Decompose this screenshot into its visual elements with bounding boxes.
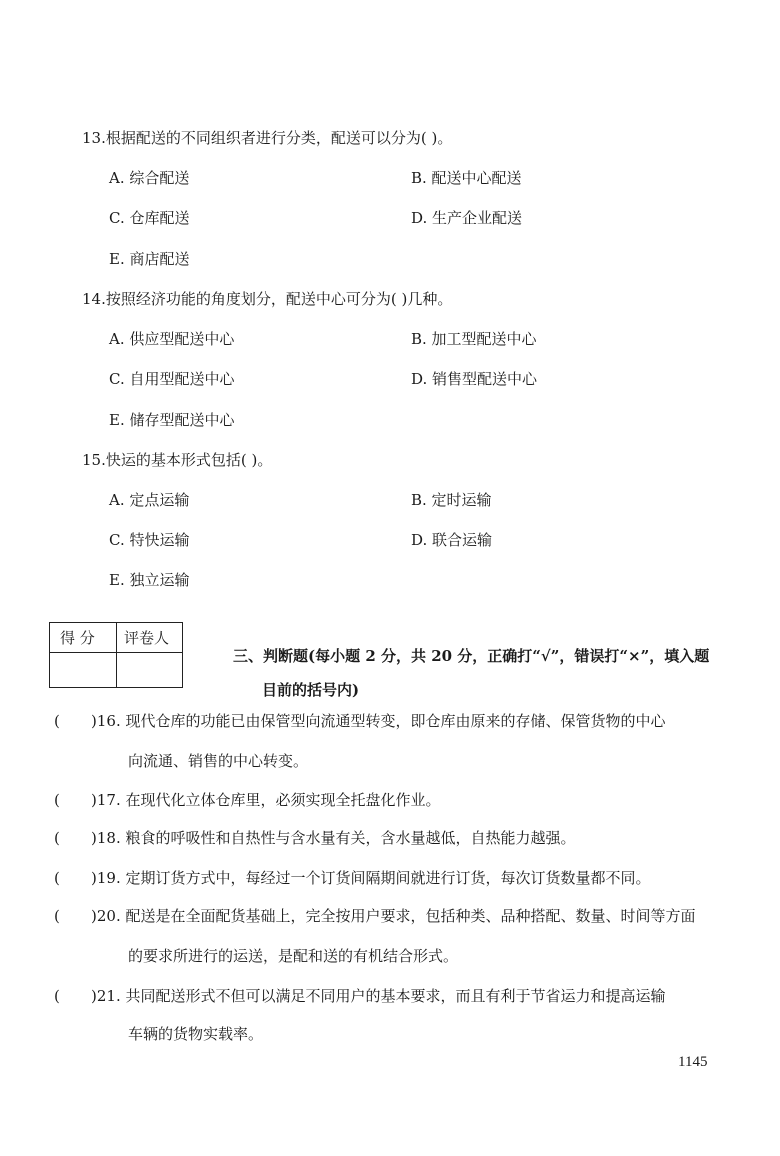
q21-line1: )21. 共同配送形式不但可以满足不同用户的基本要求，而且有利于节省运力和提高运输	[91, 987, 666, 1005]
question-13-stem: 13.根据配送的不同组织者进行分类，配送可以分为( )。	[82, 129, 453, 147]
q20-line1: )20. 配送是在全面配货基础上，完全按用户要求，包括种类、品种搭配、数量、时间等方面	[91, 907, 696, 925]
q14-option-d: D. 销售型配送中心	[411, 370, 538, 388]
q19-line1: )19. 定期订货方式中，每经过一个订货间隔期间就进行订货，每次订货数量都不同。	[91, 869, 651, 887]
score-table-header-grader: 评卷人	[124, 629, 170, 647]
q18-line1: )18. 粮食的呼吸性和自热性与含水量有关，含水量越低，自热能力越强。	[91, 829, 576, 847]
section-heading-line2: 目前的括号内)	[262, 681, 360, 699]
q16-line2: 向流通、销售的中心转变。	[128, 752, 309, 770]
section-heading-line1: 三、判断题(每小题 2 分，共 20 分，正确打“√”，错误打“×”，填入题	[233, 647, 710, 665]
q13-option-c: C. 仓库配送	[109, 209, 190, 227]
q15-option-a: A. 定点运输	[109, 491, 190, 509]
q18-answer-paren: (	[54, 829, 60, 847]
q17-line1: )17. 在现代化立体仓库里，必须实现全托盘化作业。	[91, 791, 441, 809]
score-table-header-score: 得 分	[60, 629, 95, 647]
q15-option-e: E. 独立运输	[109, 571, 190, 589]
q21-answer-paren: (	[54, 987, 60, 1005]
score-table	[49, 622, 183, 688]
score-table-column-divider	[116, 623, 117, 687]
q14-option-e: E. 储存型配送中心	[109, 411, 235, 429]
question-15-stem: 15.快运的基本形式包括( )。	[82, 451, 273, 469]
q15-option-c: C. 特快运输	[109, 531, 190, 549]
q15-option-b: B. 定时运输	[411, 491, 492, 509]
q15-option-d: D. 联合运输	[411, 531, 493, 549]
q16-line1: )16. 现代仓库的功能已由保管型向流通型转变，即仓库由原来的存储、保管货物的中心	[91, 712, 666, 730]
q13-option-b: B. 配送中心配送	[411, 169, 522, 187]
page-number: 1145	[678, 1054, 708, 1070]
q21-line2: 车辆的货物实载率。	[128, 1025, 264, 1043]
q14-option-a: A. 供应型配送中心	[109, 330, 235, 348]
q13-option-e: E. 商店配送	[109, 250, 190, 268]
q14-option-c: C. 自用型配送中心	[109, 370, 235, 388]
q13-option-d: D. 生产企业配送	[411, 209, 523, 227]
q20-answer-paren: (	[54, 907, 60, 925]
q19-answer-paren: (	[54, 869, 60, 887]
q14-option-b: B. 加工型配送中心	[411, 330, 537, 348]
q20-line2: 的要求所进行的运送，是配和送的有机结合形式。	[128, 947, 459, 965]
question-14-stem: 14.按照经济功能的角度划分，配送中心可分为( )几种。	[82, 290, 453, 308]
q17-answer-paren: (	[54, 791, 60, 809]
q13-option-a: A. 综合配送	[109, 169, 190, 187]
q16-answer-paren: (	[54, 712, 60, 730]
